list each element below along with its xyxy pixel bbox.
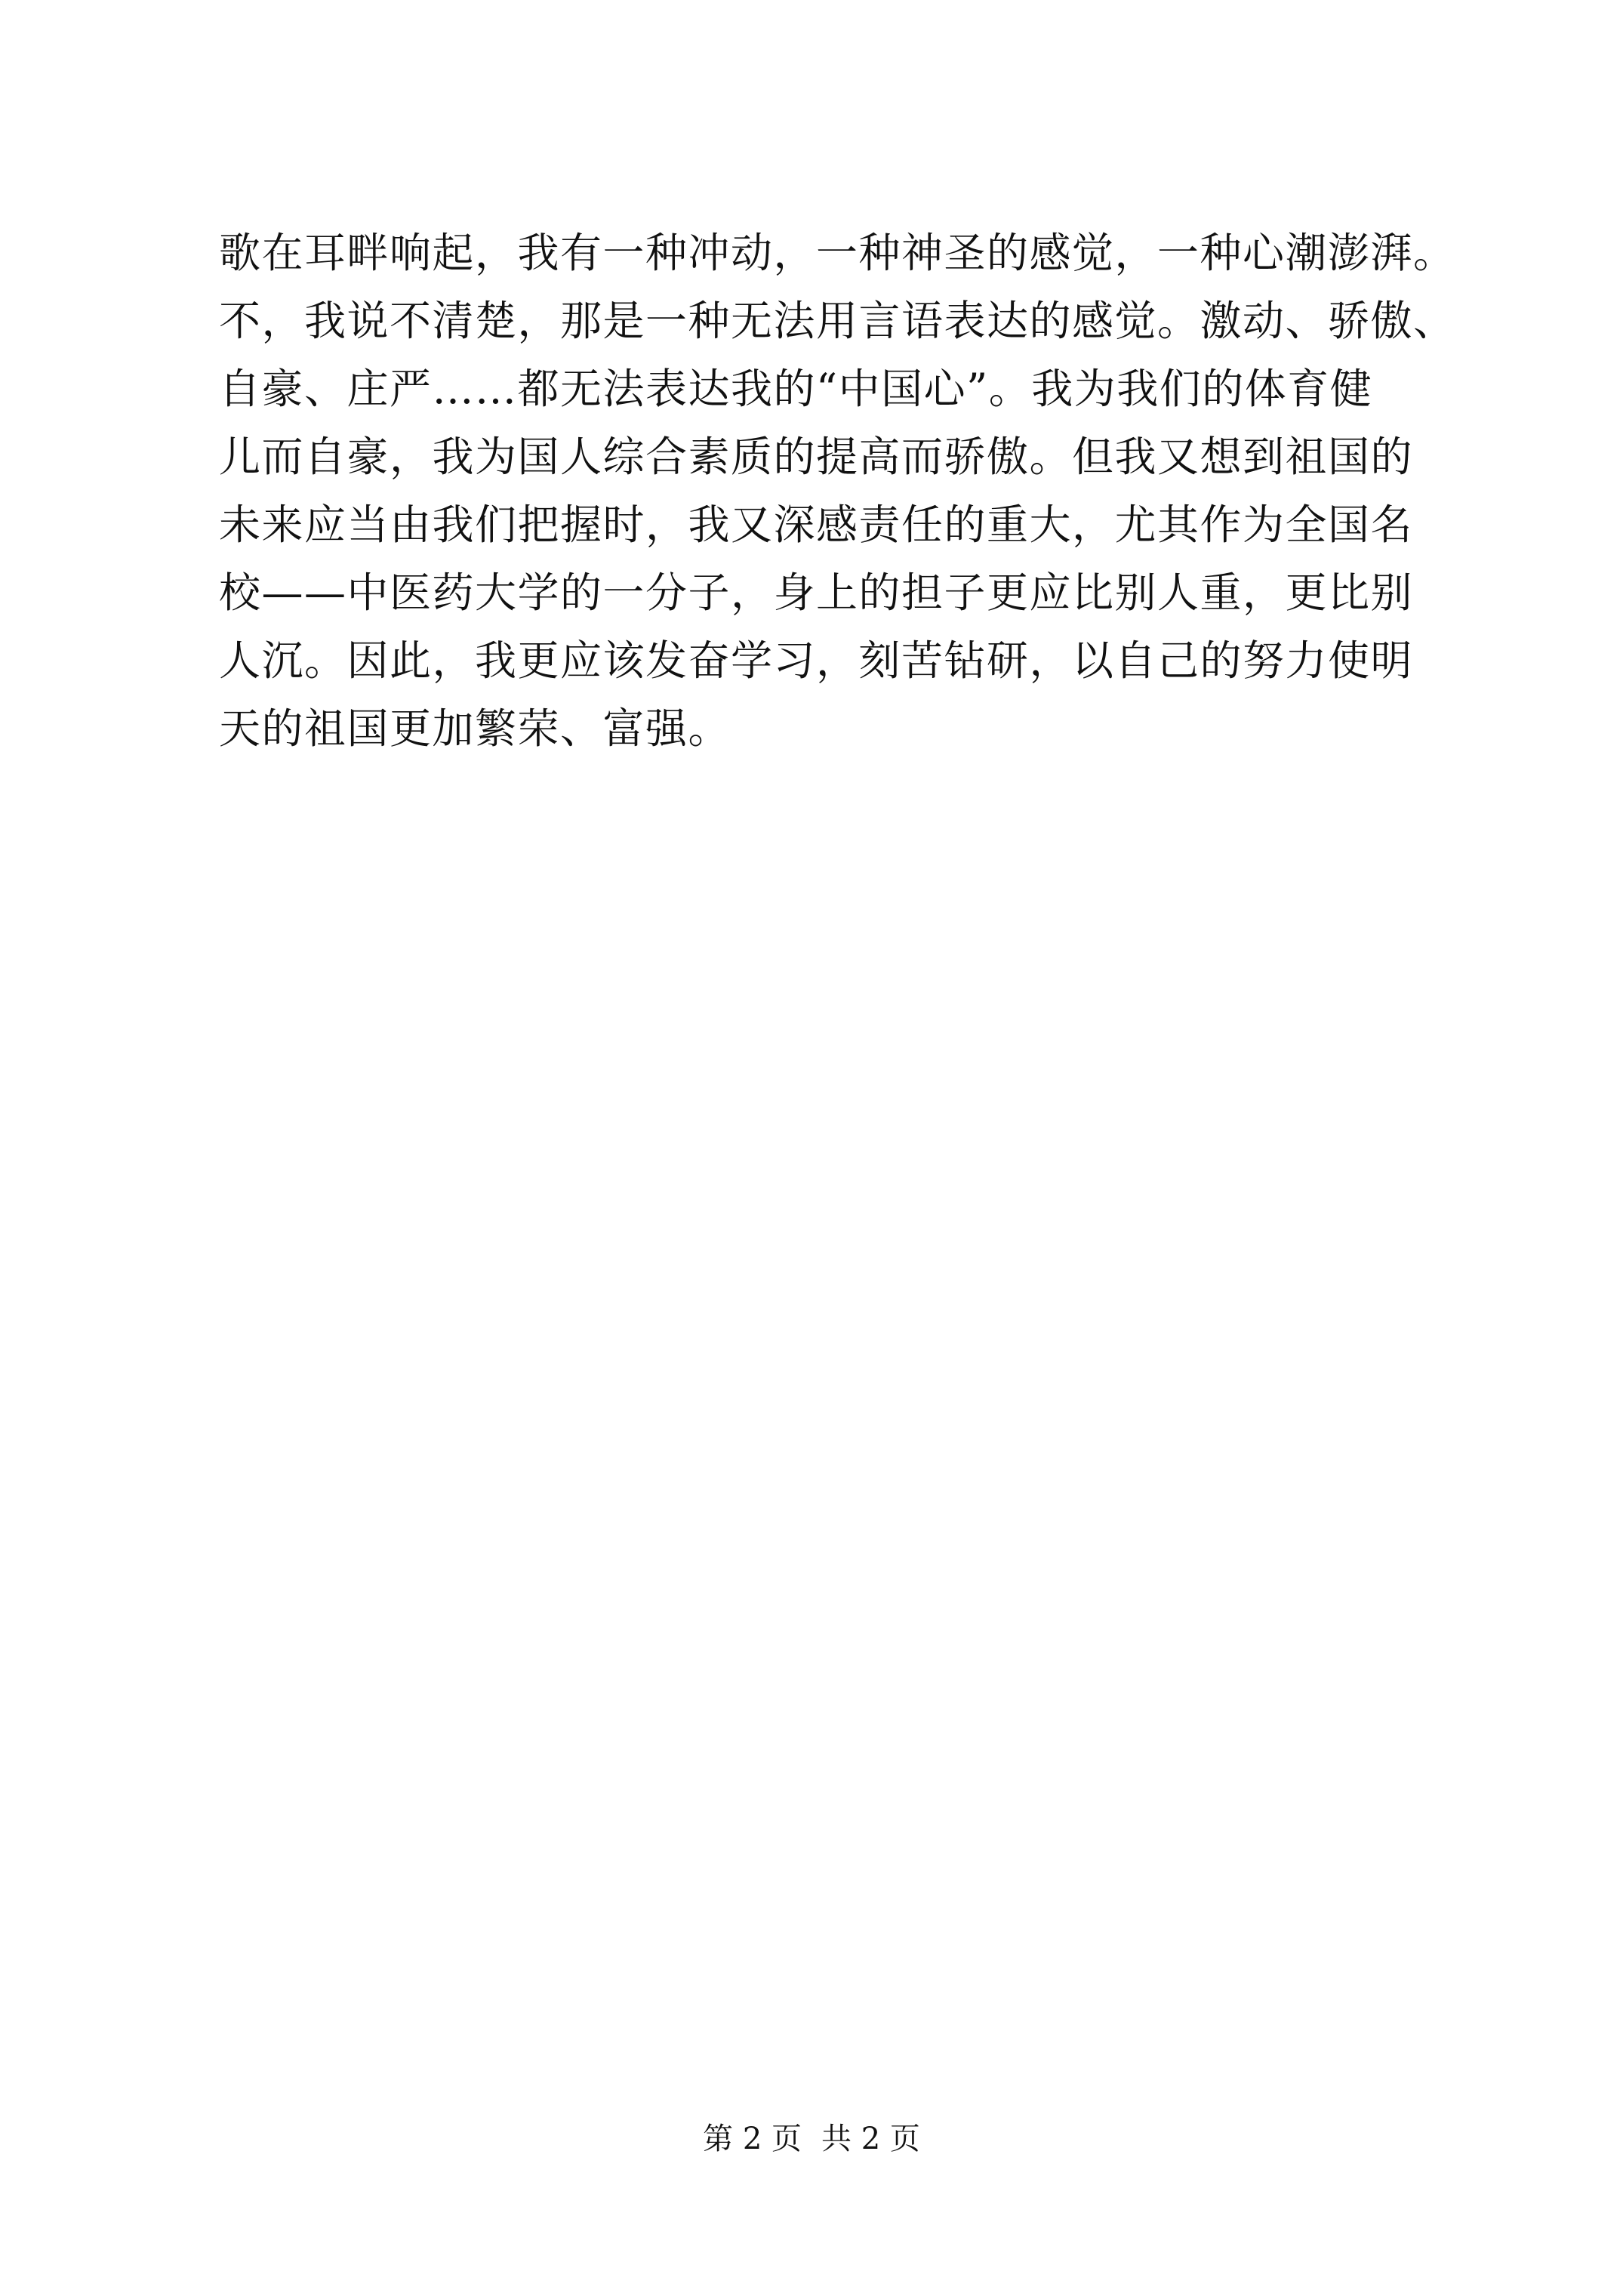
text-line: 自豪、庄严……都无法表达我的“中国心”。我为我们的体育健 (219, 365, 1373, 413)
page-footer (0, 2120, 1623, 2158)
text-line: 歌在耳畔响起，我有一种冲动，一种神圣的感觉，一种心潮澎湃。 (219, 229, 1456, 277)
text-line: 未来应当由我们把握时，我又深感责任的重大，尤其作为全国名 (219, 501, 1414, 549)
text-line: 儿而自豪，我为国人综合素质的提高而骄傲。但我又想到祖国的 (219, 433, 1414, 481)
text-line: 人沉。因此，我更应该发奋学习，刻苦钻研，以自己的努力使明 (219, 636, 1414, 685)
text-line: 校——中医药大学的一分子，身上的担子更应比别人重，更比别 (219, 569, 1414, 617)
page-number: 第 2 页 (703, 2122, 802, 2156)
text-line: 天的祖国更加繁荣、富强。 (219, 704, 731, 753)
body-paragraph (219, 219, 1456, 763)
page-total: 共 2 页 (821, 2122, 920, 2156)
text-line: 不，我说不清楚，那是一种无法用言语表达的感觉。激动、骄傲、 (219, 297, 1456, 345)
